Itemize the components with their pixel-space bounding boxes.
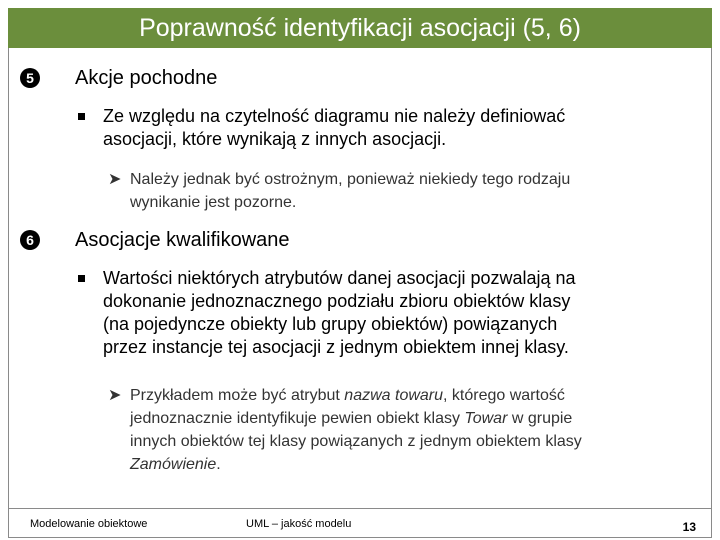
sub-bullet-line xyxy=(130,453,582,476)
footer-center: UML – jakość modelu xyxy=(246,518,352,530)
circled-5-icon xyxy=(20,68,40,88)
sub-bullet-line xyxy=(130,384,582,407)
bullet-text xyxy=(103,105,565,151)
bullet-line: przez instancje tej asocjacji z jednym obiektem innej klasy. xyxy=(103,337,569,357)
bullet-line: asocjacji, które wynikają z innych asocjacji. xyxy=(103,129,447,149)
text-run: . xyxy=(216,456,221,473)
section-number: 6 xyxy=(26,232,34,248)
section-heading: Akcje pochodne xyxy=(75,67,218,89)
text-run: , którego wartość xyxy=(443,387,565,404)
arrow-bullet-icon: ➤ xyxy=(108,171,122,188)
footer-left: Modelowanie obiektowe xyxy=(30,518,148,530)
sub-bullet-line: wynikanie jest pozorne. xyxy=(130,194,297,211)
square-bullet-icon xyxy=(78,275,85,282)
text-run: w grupie xyxy=(507,410,573,427)
sub-bullet-line: innych obiektów tej klasy powiązanych z jednym obiektem klasy xyxy=(130,433,582,450)
section-heading: Asocjacje kwalifikowane xyxy=(75,229,290,251)
text-run: jednoznacznie identyfikuje pewien obiekt klasy xyxy=(130,410,465,427)
footer-divider xyxy=(8,508,712,509)
bullet-line: Ze względu na czytelność diagramu nie należy definiować xyxy=(103,106,566,126)
sub-bullet-line: Należy jednak być ostrożnym, ponieważ niekiedy tego rodzaju xyxy=(130,171,571,188)
sub-bullet-text xyxy=(130,168,570,214)
emphasis-text: nazwa towaru xyxy=(344,387,444,404)
emphasis-text: Towar xyxy=(464,410,508,427)
bullet-line: (na pojedyncze obiekty lub grupy obiektów) powiązanych xyxy=(103,314,558,334)
page-number: 13 xyxy=(682,520,696,534)
sub-bullet-text xyxy=(130,384,582,476)
emphasis-text: Zamówienie xyxy=(130,456,217,473)
bullet-line: dokonanie jednoznacznego podziału zbioru obiektów klasy xyxy=(103,291,571,311)
bullet-text xyxy=(103,267,576,359)
slide-title: Poprawność identyfikacji asocjacji (5, 6) xyxy=(139,13,581,42)
bullet-line: Wartości niektórych atrybutów danej asocjacji pozwalają na xyxy=(103,268,576,288)
arrow-bullet-icon: ➤ xyxy=(108,387,122,404)
sub-bullet-line xyxy=(130,407,582,430)
title-bar xyxy=(8,8,712,48)
section-number: 5 xyxy=(26,70,34,86)
text-run: Przykładem może być atrybut xyxy=(130,387,345,404)
square-bullet-icon xyxy=(78,113,85,120)
circled-6-icon xyxy=(20,230,40,250)
